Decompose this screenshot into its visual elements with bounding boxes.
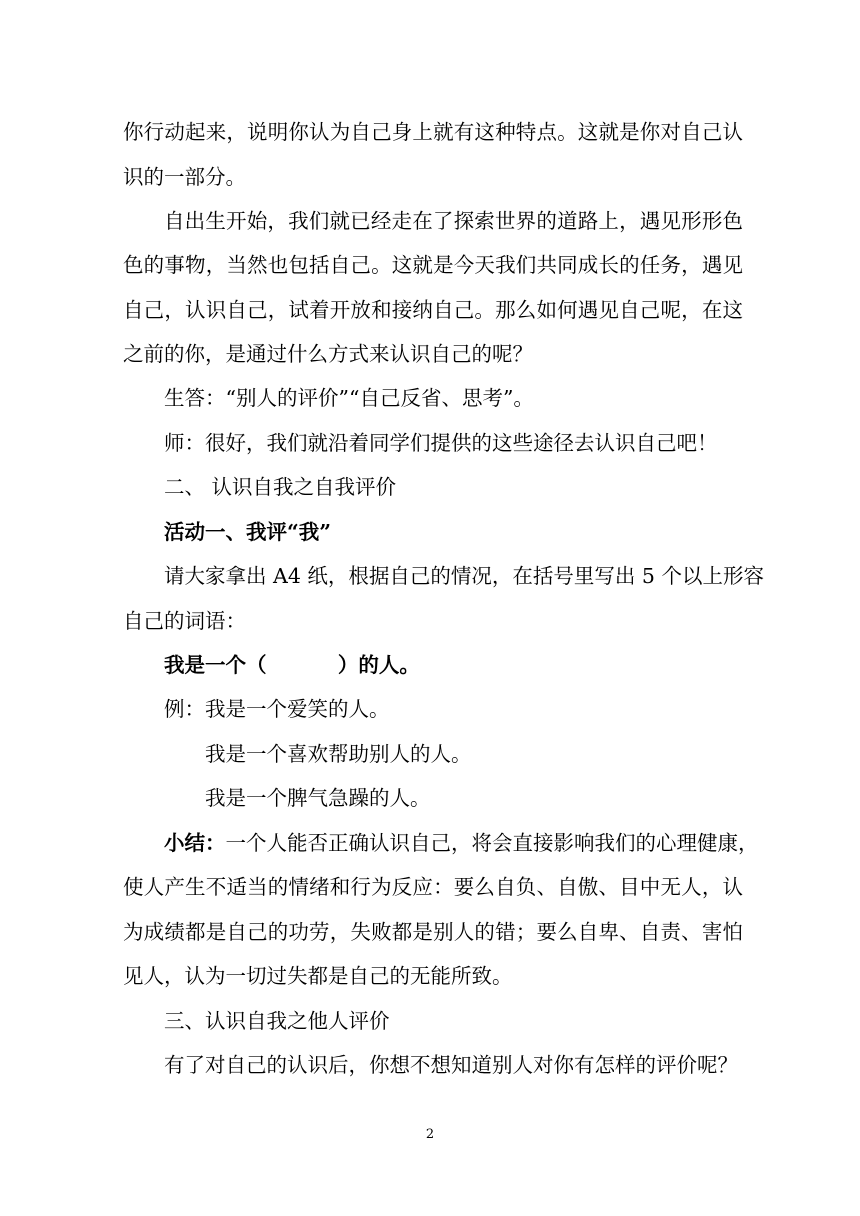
- teacher-remark: 师：很好，我们就沿着同学们提供的这些途径去认识自己吧！: [164, 431, 718, 455]
- activity-heading: 活动一、我评“我”: [164, 520, 332, 544]
- paragraph-line: 请大家拿出 A4 纸，根据自己的情况，在括号里写出 5 个以上形容: [164, 564, 764, 588]
- paragraph-line: 自己，认识自己，试着开放和接纳自己。那么如何遇见自己呢，在这: [123, 298, 743, 322]
- student-answer: 生答：“别人的评价”“自己反省、思考”。: [164, 386, 534, 410]
- summary-first-line: [164, 828, 759, 858]
- paragraph-line: 色的事物，当然也包括自己。这就是今天我们共同成长的任务，遇见: [123, 253, 743, 277]
- paragraph-line: 识的一部分。: [123, 165, 246, 189]
- template-sentence: 我是一个（ ）的人。: [164, 653, 420, 677]
- paragraph-line: 自己的词语：: [123, 609, 246, 633]
- example-line: 例：我是一个爱笑的人。: [164, 697, 390, 721]
- paragraph-line: 使人产生不适当的情绪和行为反应：要么自负、自傲、目中无人，认: [123, 875, 743, 899]
- paragraph-line: 你行动起来，说明你认为自己身上就有这种特点。这就是你对自己认: [123, 120, 743, 144]
- paragraph-line: 有了对自己的认识后，你想不想知道别人对你有怎样的评价呢？: [164, 1053, 738, 1077]
- summary-label: 小结：: [164, 831, 226, 855]
- paragraph-line: 自出生开始，我们就已经走在了探索世界的道路上，遇见形形色: [164, 209, 743, 233]
- example-line: 我是一个喜欢帮助别人的人。: [205, 742, 472, 766]
- page-number: 2: [425, 1127, 435, 1142]
- paragraph-line: 之前的你，是通过什么方式来认识自己的呢？: [123, 342, 533, 366]
- paragraph-line: 为成绩都是自己的功劳，失败都是别人的错；要么自卑、自责、害怕: [123, 920, 743, 944]
- paragraph-line: 见人，认为一切过失都是自己的无能所致。: [123, 964, 513, 988]
- example-line: 我是一个脾气急躁的人。: [205, 786, 431, 810]
- section-heading: 二、 认识自我之自我评价: [164, 475, 397, 499]
- section-heading: 三、认识自我之他人评价: [164, 1009, 390, 1033]
- summary-text: 一个人能否正确认识自己，将会直接影响我们的心理健康，: [225, 831, 759, 855]
